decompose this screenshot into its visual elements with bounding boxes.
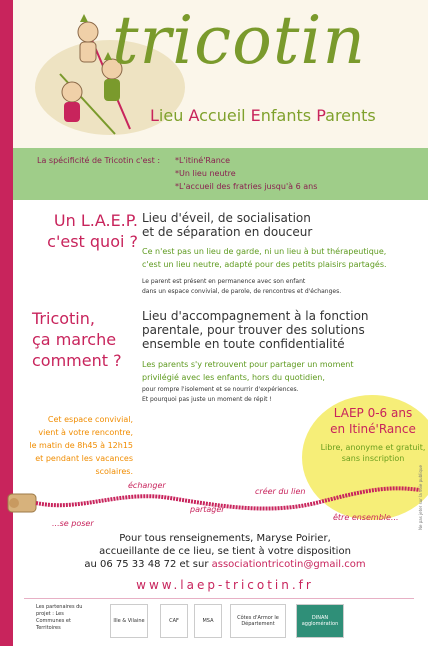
section2-heading bbox=[142, 309, 369, 351]
rope-word: ...se poser bbox=[52, 519, 94, 528]
question-line: ça marche bbox=[32, 330, 117, 349]
text-line: pour rompre l'isolement et se nourrir d'expériences. bbox=[142, 386, 299, 393]
text-line: Le parent est présent en permanence avec son enfant bbox=[142, 278, 306, 285]
logo-subtitle bbox=[150, 106, 376, 125]
specificity-label: La spécificité de Tricotin c'est : bbox=[37, 156, 161, 165]
divider bbox=[24, 598, 414, 599]
credits-text: Ne pas jeter sur la voie publique bbox=[418, 465, 423, 530]
section1-body-text bbox=[142, 277, 341, 297]
contact-line: accueillante de ce lieu, se tient à votre disposition bbox=[99, 546, 351, 557]
invite-line: le matin de 8h45 à 12h15 bbox=[29, 441, 133, 450]
heading-line: Lieu d'accompagnement à la fonction bbox=[142, 309, 369, 323]
subtitle-rest: nfants bbox=[260, 106, 317, 125]
specificity-band bbox=[13, 148, 428, 200]
subtitle-initial: L bbox=[150, 106, 159, 125]
heading-line: Lieu d'éveil, de socialisation bbox=[142, 211, 311, 225]
subtitle-initial: E bbox=[250, 106, 261, 125]
section1-question bbox=[20, 210, 138, 252]
phone-number[interactable]: au 06 75 33 48 72 bbox=[84, 559, 177, 570]
partner-logo-ille-vilaine: Ille & Vilaine bbox=[110, 604, 148, 638]
badge-title-line: LAEP 0-6 ans bbox=[333, 406, 413, 420]
rope-word: partager bbox=[190, 505, 225, 514]
question-line: comment ? bbox=[32, 351, 122, 370]
section2-question bbox=[20, 308, 138, 371]
subtitle-initial: P bbox=[316, 106, 326, 125]
knitted-rope-illustration bbox=[0, 460, 428, 538]
question-line: Tricotin, bbox=[32, 309, 95, 328]
partner-logo-caf: CAF bbox=[160, 604, 188, 638]
badge-title bbox=[313, 405, 428, 437]
specificity-item: *Un lieu neutre bbox=[175, 169, 236, 178]
partner-logo-dinan: DINAN agglomération bbox=[296, 604, 344, 638]
subtitle-initial: A bbox=[188, 106, 200, 125]
question-line: Un L.A.E.P. bbox=[53, 211, 138, 230]
question-line: c'est quoi ? bbox=[47, 232, 138, 251]
heading-line: et de séparation en douceur bbox=[142, 225, 313, 239]
partner-logo-cotes-armor: Côtes d'Armor le Département bbox=[230, 604, 286, 638]
partners-label: Les partenaires du projet : Les Communes et Territoires bbox=[36, 604, 83, 631]
contact-block bbox=[30, 532, 420, 571]
rope-word: créer du lien bbox=[255, 487, 306, 496]
contact-line-3 bbox=[30, 558, 420, 571]
contact-line: Pour tous renseignements, Maryse Poirier, bbox=[119, 533, 331, 544]
badge-title-line: en Itiné'Rance bbox=[330, 422, 416, 436]
subtitle-rest: arents bbox=[325, 106, 376, 125]
invite-line: et pendant les vacances bbox=[35, 454, 133, 463]
text-line: c'est un lieu neutre, adapté pour des petits plaisirs partagés. bbox=[142, 260, 387, 269]
badge-sub-line: sans inscription bbox=[341, 454, 405, 463]
invite-line: Cet espace convivial, bbox=[47, 415, 133, 424]
text-line: Les parents s'y retrouvent pour partager un moment bbox=[142, 360, 354, 369]
section2-green-text bbox=[142, 358, 354, 384]
heading-line: ensemble en toute confidentialité bbox=[142, 337, 345, 351]
subtitle-rest: ieu bbox=[158, 106, 189, 125]
section2-body-text bbox=[142, 385, 299, 405]
specificity-item: *L'itiné'Rance bbox=[175, 156, 231, 165]
subtitle-rest: ccueil bbox=[199, 106, 251, 125]
contact-and: et sur bbox=[176, 559, 212, 570]
badge-sub-line: Libre, anonyme et gratuit, bbox=[320, 443, 426, 452]
text-line: Et pourquoi pas juste un moment de répit ! bbox=[142, 396, 272, 403]
text-line: dans un espace convivial, de parole, de rencontres et d'échanges. bbox=[142, 288, 342, 295]
heading-line: parentale, pour trouver des solutions bbox=[142, 323, 365, 337]
text-line: privilégié avec les enfants, hors du quotidien, bbox=[142, 373, 325, 382]
website-link[interactable]: www.laep-tricotin.fr bbox=[136, 578, 314, 592]
logo-title: tricotin bbox=[112, 2, 367, 79]
section1-heading bbox=[142, 211, 312, 239]
specificity-list bbox=[175, 154, 317, 193]
rope-word: être ensemble... bbox=[333, 513, 399, 522]
partner-logo-msa: MSA bbox=[194, 604, 222, 638]
left-accent-bar bbox=[0, 0, 13, 646]
invite-line: vient à votre rencontre, bbox=[38, 428, 133, 437]
invite-line: scolaires. bbox=[95, 467, 133, 476]
text-line: Ce n'est pas un lieu de garde, ni un lieu à but thérapeutique, bbox=[142, 247, 387, 256]
email-link[interactable]: associationtricotin@gmail.com bbox=[211, 559, 366, 570]
specificity-item: *L'accueil des fratries jusqu'à 6 ans bbox=[175, 182, 318, 191]
rope-word: échanger bbox=[128, 481, 166, 490]
section1-green-text bbox=[142, 245, 387, 271]
